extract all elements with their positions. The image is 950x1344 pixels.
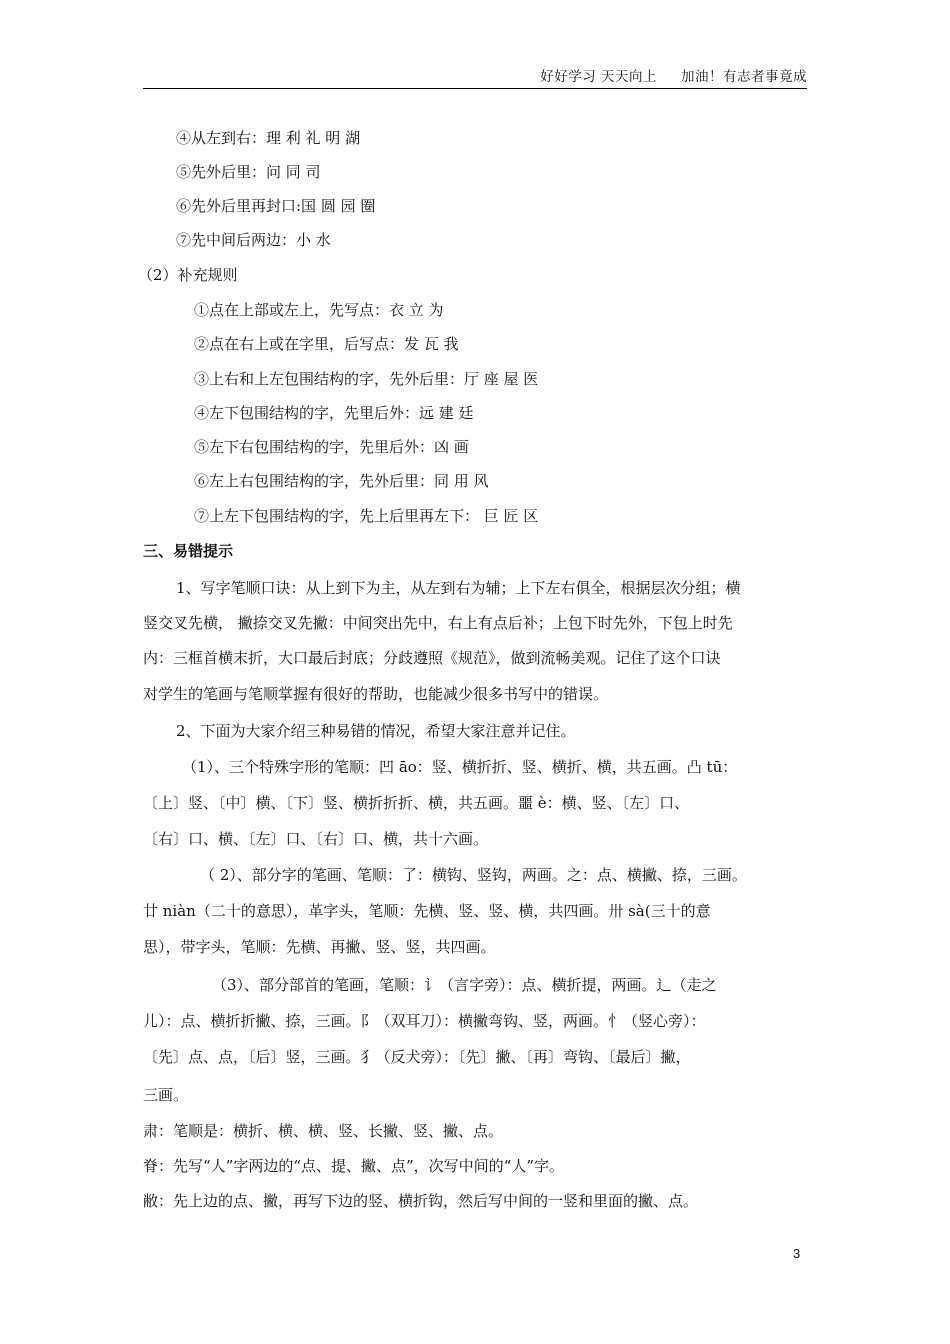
- supp-rule-4: ④左下包围结构的字，先里后外：远 建 廷: [194, 404, 474, 422]
- header-motto: 好好学习 天天向上 加油！有志者事竟成: [540, 69, 807, 85]
- supp-rule-2: ②点在右上或在字里，后写点：发 瓦 我: [194, 335, 459, 353]
- supp-rule-1: ①点在上部或左上，先写点：衣 立 为: [194, 301, 444, 319]
- item-2-line-3: 思），带字头，笔顺：先横、再撇、竖、竖，共四画。: [143, 938, 496, 956]
- note-su: 肃：笔顺是：横折、横、横、竖、长撇、竖、撇、点。: [143, 1122, 504, 1140]
- paragraph-1-line-3: 内：三框首横末折，大口最后封底；分歧遵照《规范》，做到流畅美观。记住了这个口诀: [143, 649, 721, 667]
- paragraph-1-line-2: 竖交叉先横， 撇捺交叉先撇：中间突出先中，右上有点后补；上包下时先外，下包上时先: [143, 614, 733, 632]
- page-header: [143, 62, 807, 89]
- section-supplementary-rules: （2）补充规则: [138, 266, 238, 284]
- item-1-line-1: （1）、三个特殊字形的笔顺：凹 āo：竖、横折折、竖、横折、横，共五画。凸 tū：: [182, 758, 738, 776]
- rule-middle-first: ⑦先中间后两边：小 水: [176, 231, 331, 249]
- item-2-line-1: （ 2）、部分字的笔画、笔顺：了：横钩、竖钩，两画。之：点、横撇、捺，三画。: [200, 866, 747, 884]
- paragraph-2: 2、下面为大家介绍三种易错的情况，希望大家注意并记住。: [176, 722, 576, 740]
- paragraph-1-line-1: 1、写字笔顺口诀：从上到下为主，从左到右为辅；上下左右俱全，根据层次分组；横: [176, 579, 741, 597]
- item-3-line-1: （3）、部分部首的笔画，笔顺：讠（言字旁）：点、横折提，两画。辶（走之: [212, 976, 717, 994]
- page-number: 3: [793, 1246, 801, 1261]
- supp-rule-7: ⑦上左下包围结构的字，先上后里再左下： 巨 匠 区: [194, 507, 539, 525]
- note-ji: 脊：先写“人”字两边的“点、提、撇、点”，次写中间的“人”字。: [143, 1157, 565, 1175]
- item-3-line-4: 三画。: [143, 1086, 189, 1104]
- paragraph-1-line-4: 对学生的笔画与笔顺掌握有很好的帮助，也能减少很多书写中的错误。: [143, 685, 609, 703]
- rule-outside-inside: ⑤先外后里：问 同 司: [176, 163, 321, 181]
- item-1-line-2: 〔上〕竖、〔中〕横、〔下〕竖、横折折折、横，共五画。噩 è：横、竖、〔左〕口、: [143, 794, 690, 812]
- supp-rule-6: ⑥左上右包围结构的字，先外后里：同 用 风: [194, 472, 489, 490]
- rule-left-to-right: ④从左到右：理 利 礼 明 湖: [176, 129, 361, 147]
- rule-outside-inside-seal: ⑥先外后里再封口:国 圆 园 圈: [176, 197, 376, 215]
- item-2-line-2: 廿 niàn（二十的意思），革字头，笔顺：先横、竖、竖、横，共四画。卅 sà(三十的意: [143, 902, 711, 920]
- item-3-line-3: 〔先〕点、点，〔后〕竖，三画。犭（反犬旁）：〔先〕撇、〔再〕弯钩、〔最后〕撇，: [143, 1048, 691, 1066]
- item-1-line-3: 〔右〕口、横、〔左〕口、〔右〕口、横，共十六画。: [143, 830, 489, 848]
- item-3-line-2: 儿）：点、横折折撇、捺，三画。阝（双耳刀）：横撇弯钩、竖，两画。忄（竖心旁）：: [143, 1012, 706, 1030]
- supp-rule-3: ③上右和上左包围结构的字，先外后里：厅 座 屋 医: [194, 370, 539, 388]
- supp-rule-5: ⑤左下右包围结构的字，先里后外：凶 画: [194, 438, 469, 456]
- note-bi: 敝：先上边的点、撇，再写下边的竖、横折钩，然后写中间的一竖和里面的撇、点。: [143, 1192, 699, 1210]
- section-heading-mistakes: 三、易错提示: [143, 542, 234, 560]
